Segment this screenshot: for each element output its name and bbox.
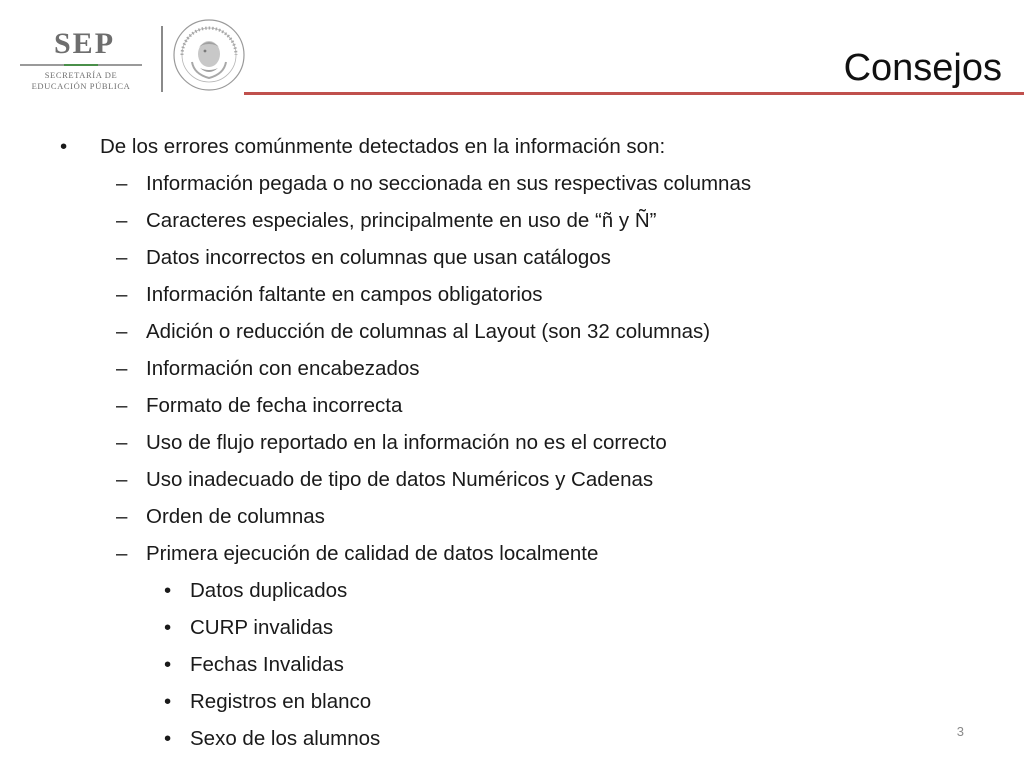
- dash-marker: –: [116, 468, 128, 491]
- dash-marker: –: [116, 246, 128, 269]
- national-seal-icon: [172, 18, 246, 92]
- list-item-text: Uso inadecuado de tipo de datos Numéricos y Cadenas: [146, 468, 654, 491]
- list-item: [116, 535, 599, 572]
- dash-marker: –: [116, 357, 128, 380]
- list-item-text: Información pegada o no seccionada en sus respectivas columnas: [146, 172, 752, 195]
- list-item-text: CURP invalidas: [190, 616, 334, 639]
- page-number: 3: [956, 724, 964, 739]
- sep-logo-subtitle-line2: EDUCACIÓN PÚBLICA: [31, 81, 131, 91]
- list-item-text: Datos incorrectos en columnas que usan catálogos: [146, 246, 611, 269]
- list-item-text: Datos duplicados: [190, 579, 348, 602]
- list-item-nested: [164, 646, 344, 683]
- dash-marker: –: [116, 283, 128, 306]
- list-item: [116, 239, 611, 276]
- list-item-nested: [164, 609, 334, 646]
- list-item: [116, 276, 543, 313]
- title-underline: [244, 92, 1024, 95]
- list-item-text: Primera ejecución de calidad de datos localmente: [146, 542, 599, 565]
- sep-logo-subtitle: [20, 70, 142, 92]
- slide-title: Consejos: [843, 47, 1002, 89]
- list-item: [116, 498, 325, 535]
- list-item: [116, 424, 667, 461]
- list-item: [116, 202, 657, 239]
- list-item-text: Sexo de los alumnos: [190, 727, 381, 750]
- list-item-nested: [164, 683, 372, 720]
- bullet-marker: •: [164, 616, 172, 639]
- sep-logo-text: SEP: [54, 27, 116, 60]
- dash-marker: –: [116, 209, 128, 232]
- list-item-text: Información con encabezados: [146, 357, 420, 380]
- list-item-text: Caracteres especiales, principalmente en uso de “ñ y Ñ”: [146, 209, 657, 232]
- list-item: [116, 461, 654, 498]
- dash-marker: –: [116, 320, 128, 343]
- list-item-nested: [164, 720, 381, 757]
- list-item-text: Orden de columnas: [146, 505, 325, 528]
- list-item-text: De los errores comúnmente detectados en la información son:: [100, 135, 666, 158]
- list-item-main: [60, 128, 666, 165]
- list-item-text: Adición o reducción de columnas al Layout (son 32 columnas): [146, 320, 711, 343]
- dash-marker: –: [116, 394, 128, 417]
- sep-logo-subtitle-line1: SECRETARÍA DE: [44, 70, 118, 80]
- dash-marker: –: [116, 431, 128, 454]
- dash-marker: –: [116, 505, 128, 528]
- list-item: [116, 387, 403, 424]
- list-item: [116, 313, 711, 350]
- dash-marker: –: [116, 542, 128, 565]
- list-item-text: Formato de fecha incorrecta: [146, 394, 403, 417]
- bullet-marker: •: [164, 653, 172, 676]
- list-item-text: Uso de flujo reportado en la información no es el correcto: [146, 431, 667, 454]
- list-item-text: Registros en blanco: [190, 690, 372, 713]
- list-item-nested: [164, 572, 348, 609]
- bullet-marker: •: [60, 135, 68, 158]
- list-item: [116, 165, 752, 202]
- list-item-text: Información faltante en campos obligatorios: [146, 283, 543, 306]
- list-item: [116, 350, 420, 387]
- sep-logo-rule-accent: [64, 64, 98, 66]
- logo-divider: [161, 26, 163, 92]
- dash-marker: –: [116, 172, 128, 195]
- list-item-text: Fechas Invalidas: [190, 653, 344, 676]
- bullet-marker: •: [164, 690, 172, 713]
- bullet-marker: •: [164, 727, 172, 750]
- sep-logo: [20, 28, 142, 92]
- bullet-marker: •: [164, 579, 172, 602]
